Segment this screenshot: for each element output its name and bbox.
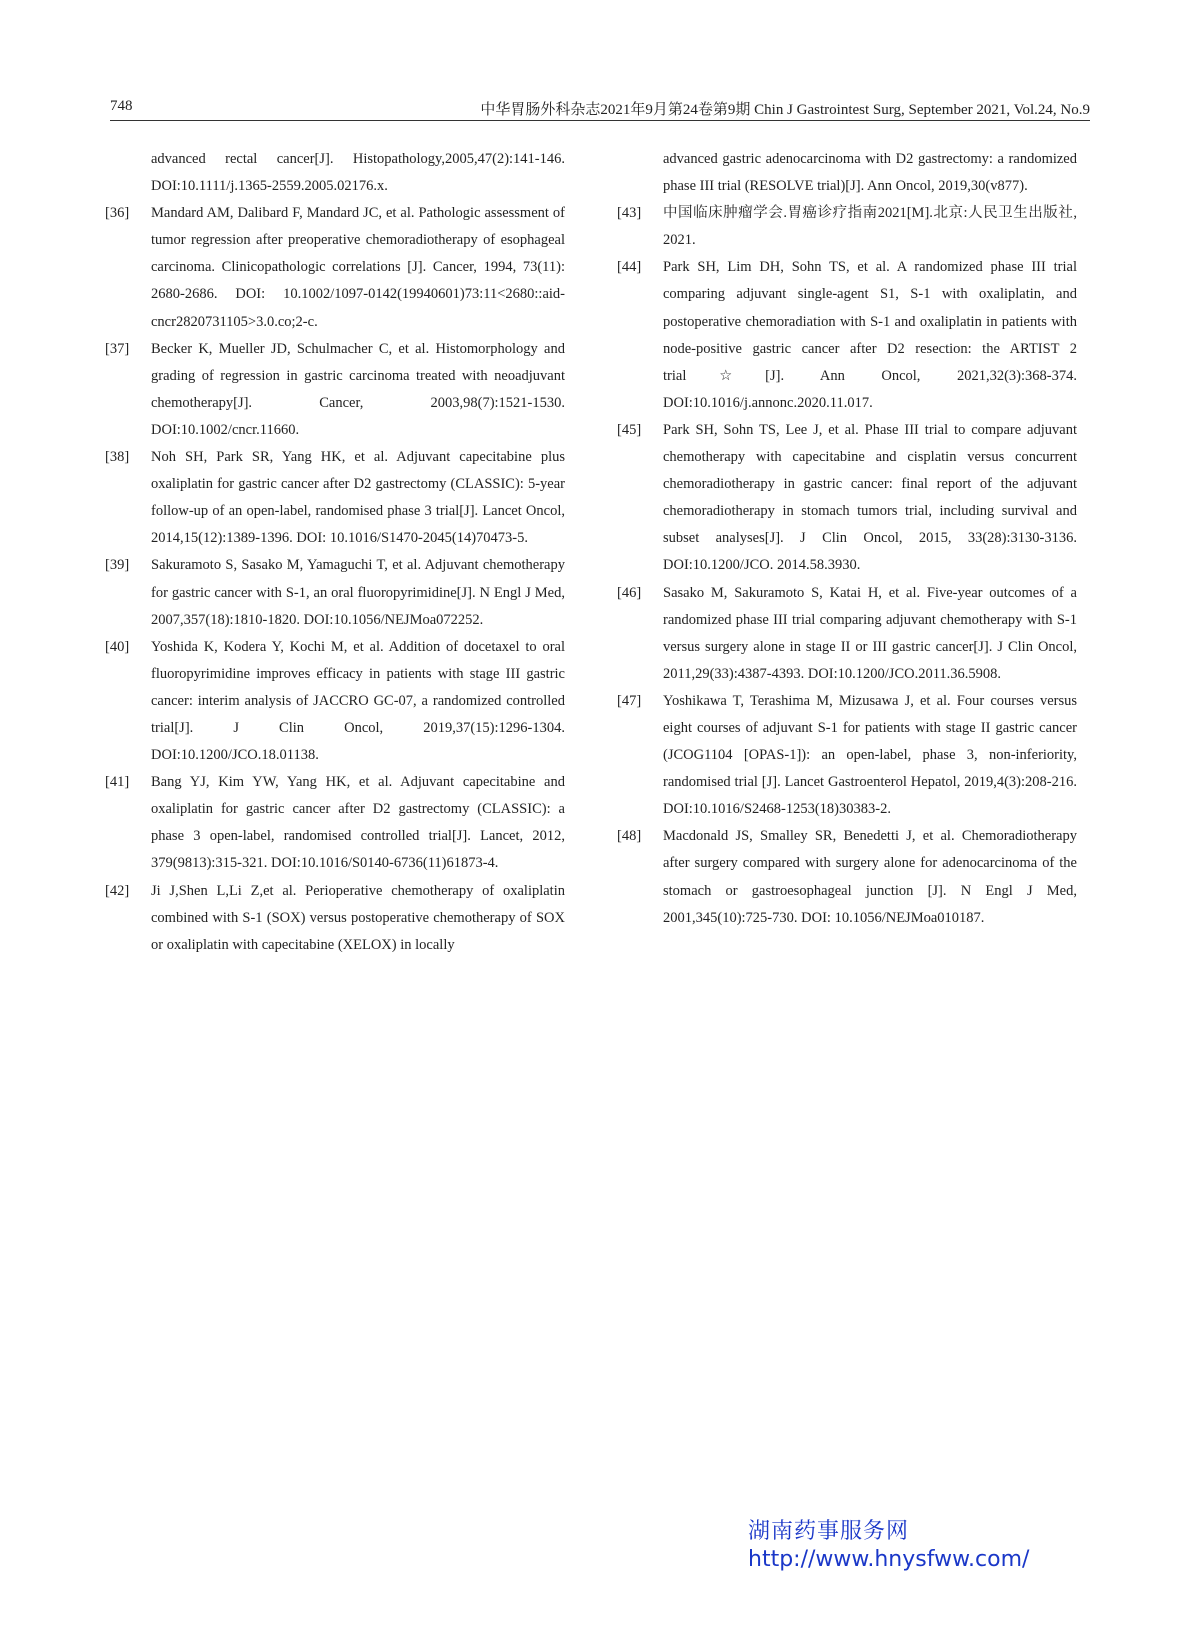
site-watermark bbox=[748, 1518, 1029, 1574]
reference-text: Park SH, Sohn TS, Lee J, et al. Phase III trial to compare adjuvant chemotherapy with capecitabine and cisplatin versus concurrent chemoradiotherapy in gastric cancer: final report of the adjuvant chemoradiotherapy in stomach tumors trial, including survival and subset analyses[J]. J Clin Oncol, 2015, 33(28):3130-3136. DOI:10.1200/JCO. 2014.58.3930. bbox=[663, 421, 1077, 574]
reference-number: [42] bbox=[105, 882, 130, 899]
reference-text: Macdonald JS, Smalley SR, Benedetti J, et al. Chemoradiotherapy after surgery compared with surgery alone for adenocarcinoma of the stomach or gastroesophageal junction [J]. N Engl J Med, 2001,345(10):725-730. DOI: 10.1056/NEJMoa010187. bbox=[663, 828, 1077, 926]
reference-number: [46] bbox=[617, 584, 642, 601]
reference-item bbox=[105, 878, 565, 959]
reference-number: [47] bbox=[617, 692, 642, 709]
reference-text: advanced rectal cancer[J]. Histopathology,2005,47(2):141-146. DOI:10.1111/j.1365-2559.2005.02176.x. bbox=[151, 151, 565, 195]
reference-item bbox=[617, 688, 1077, 823]
reference-number: [39] bbox=[105, 557, 130, 574]
reference-number: [36] bbox=[105, 205, 130, 222]
reference-item bbox=[617, 417, 1077, 580]
reference-text: Yoshida K, Kodera Y, Kochi M, et al. Addition of docetaxel to oral fluoropyrimidine improves efficacy in patients with stage III gastric cancer: interim analysis of JACCRO GC-07, a randomized controlled trial[J]. J Clin Oncol, 2019,37(15):1296-1304. DOI:10.1200/JCO.18.01138. bbox=[151, 638, 565, 764]
reference-item bbox=[105, 336, 565, 444]
reference-text: Bang YJ, Kim YW, Yang HK, et al. Adjuvant capecitabine and oxaliplatin for gastric cancer after D2 gastrectomy (CLASSIC): a phase 3 open-label, randomised controlled trial[J]. Lancet, 2012, 379(9813):315-321. DOI:10.1016/S0140-6736(11)61873-4. bbox=[151, 774, 565, 872]
reference-text: Sasako M, Sakuramoto S, Katai H, et al. Five-year outcomes of a randomized phase III trial comparing adjuvant chemotherapy with S-1 versus surgery alone in stage II or III gastric cancer[J]. J Clin Oncol, 2011,29(33):4387-4393. DOI:10.1200/JCO.2011.36.5908. bbox=[663, 584, 1077, 682]
reference-number: [44] bbox=[617, 259, 642, 276]
reference-number: [37] bbox=[105, 340, 130, 357]
reference-item bbox=[105, 200, 565, 335]
reference-text: Ji J,Shen L,Li Z,et al. Perioperative chemotherapy of oxaliplatin combined with S-1 (SOX) versus postoperative chemotherapy of SOX or oxaliplatin with capecitabine (XELOX) in locally bbox=[151, 882, 565, 953]
reference-number: [38] bbox=[105, 449, 130, 466]
reference-item bbox=[617, 823, 1077, 931]
reference-text: Noh SH, Park SR, Yang HK, et al. Adjuvant capecitabine plus oxaliplatin for gastric cancer after D2 gastrectomy (CLASSIC): 5-year follow-up of an open-label, randomised phase 3 trial[J]. Lancet Oncol, 2014,15(12):1389-1396. DOI: 10.1016/S1470-2045(14)70473-5. bbox=[151, 449, 565, 547]
reference-item bbox=[617, 580, 1077, 688]
reference-text: Mandard AM, Dalibard F, Mandard JC, et al. Pathologic assessment of tumor regression after preoperative chemoradiotherapy of esophageal carcinoma. Clinicopathologic correlations [J]. Cancer, 1994, 73(11): 2680-2686. DOI: 10.1002/1097-0142(19940601)73:11<2680::aid-cncr2820731105>3.0.co;2-c. bbox=[151, 205, 565, 330]
reference-text: Yoshikawa T, Terashima M, Mizusawa J, et al. Four courses versus eight courses of adjuvant S-1 for patients with stage II gastric cancer (JCOG1104 [OPAS-1]): an open-label, phase 3, non-inferiority, randomised trial [J]. Lancet Gastroenterol Hepatol, 2019,4(3):208-216. DOI:10.1016/S2468-1253(18)30383-2. bbox=[663, 692, 1077, 818]
running-header bbox=[110, 96, 1090, 121]
reference-number: [41] bbox=[105, 774, 130, 791]
reference-text: Sakuramoto S, Sasako M, Yamaguchi T, et al. Adjuvant chemotherapy for gastric cancer with S-1, an oral fluoropyrimidine[J]. N Engl J Med, 2007,357(18):1810-1820. DOI:10.1056/NEJMoa072252. bbox=[151, 557, 565, 628]
watermark-site-name: 湖南药事服务网 bbox=[748, 1519, 910, 1544]
reference-number: [48] bbox=[617, 828, 642, 845]
reference-text: advanced gastric adenocarcinoma with D2 gastrectomy: a randomized phase III trial (RESOLVE trial)[J]. Ann Oncol, 2019,30(v877). bbox=[663, 151, 1077, 195]
journal-running-head: 中华胃肠外科杂志2021年9月第24卷第9期 Chin J Gastrointest Surg, September 2021, Vol.24, No.9 bbox=[480, 102, 1090, 118]
reference-continuation bbox=[617, 146, 1077, 200]
reference-item bbox=[105, 552, 565, 633]
reference-item bbox=[617, 254, 1077, 417]
reference-item bbox=[617, 200, 1077, 254]
reference-text: 中国临床肿瘤学会.胃癌诊疗指南2021[M].北京:人民卫生出版社, 2021. bbox=[663, 205, 1077, 249]
reference-number: [40] bbox=[105, 638, 130, 655]
reference-number: [43] bbox=[617, 205, 642, 222]
reference-continuation bbox=[105, 146, 565, 200]
reference-text: Park SH, Lim DH, Sohn TS, et al. A randomized phase III trial comparing adjuvant single-agent S1, S-1 with oxaliplatin, and postoperative chemoradiation with S-1 and oxaliplatin in patients with node-positive gastric cancer after D2 resection: the ARTIST 2 trial☆[J]. Ann Oncol, 2021,32(3):368-374. DOI:10.1016/j.annonc.2020.11.017. bbox=[663, 259, 1077, 411]
reference-text: Becker K, Mueller JD, Schulmacher C, et al. Histomorphology and grading of regression in gastric carcinoma treated with neoadjuvant chemotherapy[J]. Cancer, 2003,98(7):1521-1530. DOI:10.1002/cncr.11660. bbox=[151, 340, 565, 438]
watermark-url: http://www.hnysfww.com/ bbox=[748, 1547, 1030, 1572]
page-number: 748 bbox=[110, 98, 133, 114]
reference-number: [45] bbox=[617, 421, 642, 438]
reference-item bbox=[105, 444, 565, 552]
right-column bbox=[617, 146, 1077, 932]
reference-item bbox=[105, 769, 565, 877]
reference-item bbox=[105, 634, 565, 769]
left-column bbox=[105, 146, 565, 959]
